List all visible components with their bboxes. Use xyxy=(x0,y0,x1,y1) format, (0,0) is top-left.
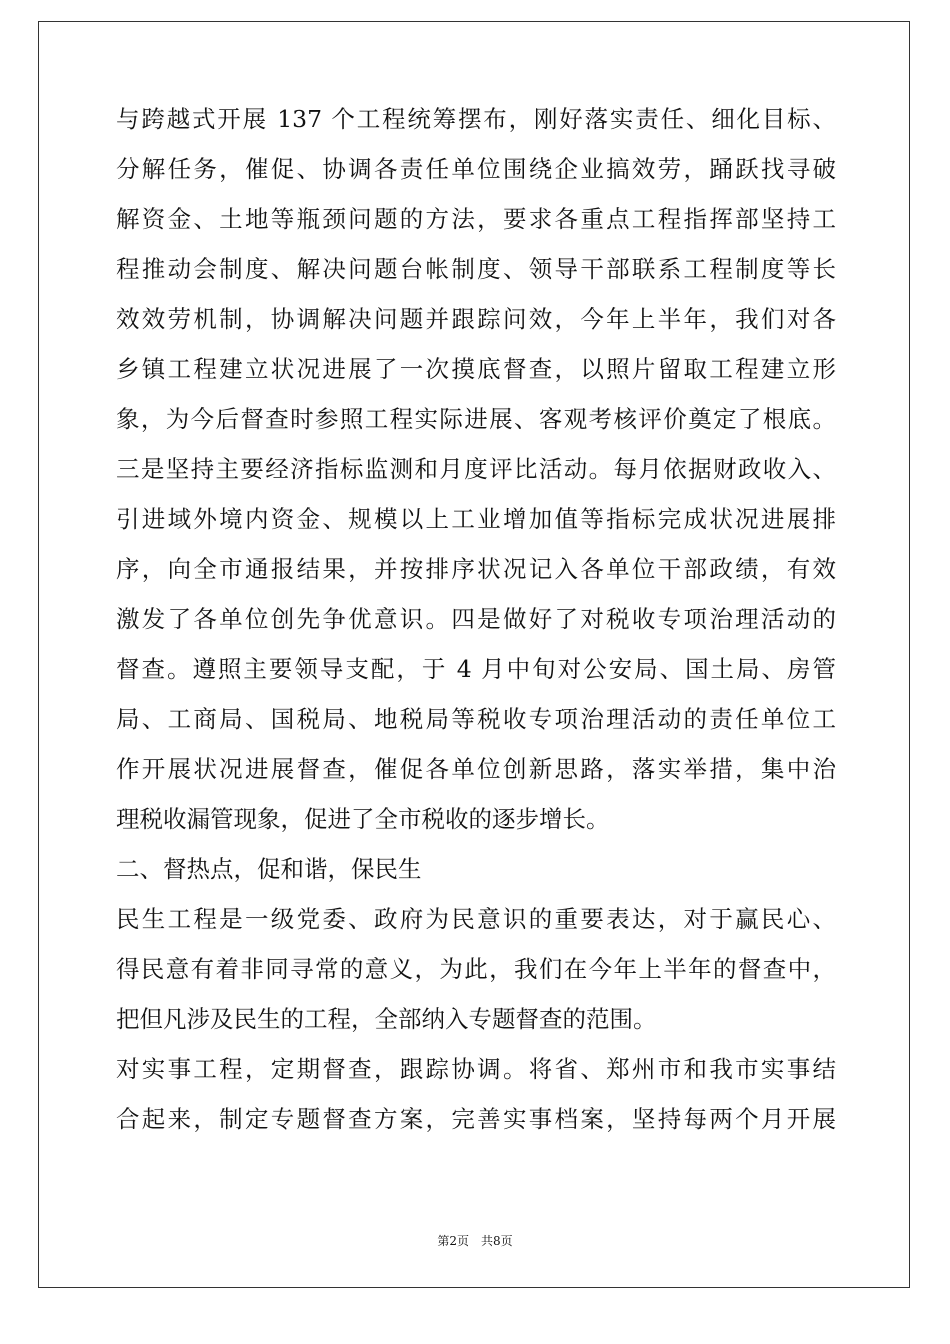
text-line: 效效劳机制，协调解决问题并跟踪问效，今年上半年，我们对各 xyxy=(116,305,836,333)
text-line: 把但凡涉及民生的工程，全部纳入专题督查的范围。 xyxy=(116,1005,657,1033)
text-line: 分解任务，催促、协调各责任单位围绕企业搞效劳，踊跃找寻破 xyxy=(116,155,836,183)
text-line: 作开展状况进展督查，催促各单位创新思路，落实举措，集中治 xyxy=(116,755,836,783)
document-body xyxy=(116,94,836,1144)
text-line: 理税收漏管现象，促进了全市税收的逐步增长。 xyxy=(116,805,610,833)
text-line: 激发了各单位创先争优意识。四是做好了对税收专项治理活动的 xyxy=(116,605,836,633)
section-heading: 二、督热点，促和谐，保民生 xyxy=(116,855,422,883)
text-line: 象，为今后督查时参照工程实际进展、客观考核评价奠定了根底。 xyxy=(116,405,836,433)
text-line: 解资金、土地等瓶颈问题的方法，要求各重点工程指挥部坚持工 xyxy=(116,205,836,233)
page-number-footer: 第2页 共8页 xyxy=(437,1234,513,1248)
text-line: 民生工程是一级党委、政府为民意识的重要表达，对于赢民心、 xyxy=(116,905,836,933)
text-line: 督查。遵照主要领导支配，于 4 月中旬对公安局、国土局、房管 xyxy=(116,655,836,683)
text-line: 程推动会制度、解决问题台帐制度、领导干部联系工程制度等长 xyxy=(116,255,836,283)
text-line: 序，向全市通报结果，并按排序状况记入各单位干部政绩，有效 xyxy=(116,555,836,583)
text-line: 与跨越式开展 137 个工程统筹摆布，刚好落实责任、细化目标、 xyxy=(116,105,836,133)
text-line: 乡镇工程建立状况进展了一次摸底督查，以照片留取工程建立形 xyxy=(116,355,836,383)
text-line: 合起来，制定专题督查方案，完善实事档案，坚持每两个月开展 xyxy=(116,1105,836,1133)
text-line: 对实事工程，定期督查，跟踪协调。将省、郑州市和我市实事结 xyxy=(116,1055,836,1083)
text-line: 引进域外境内资金、规模以上工业增加值等指标完成状况进展排 xyxy=(116,505,836,533)
text-line: 得民意有着非同寻常的意义，为此，我们在今年上半年的督查中， xyxy=(116,955,836,983)
text-line: 局、工商局、国税局、地税局等税收专项治理活动的责任单位工 xyxy=(116,705,836,733)
text-line: 三是坚持主要经济指标监测和月度评比活动。每月依据财政收入、 xyxy=(116,455,836,483)
